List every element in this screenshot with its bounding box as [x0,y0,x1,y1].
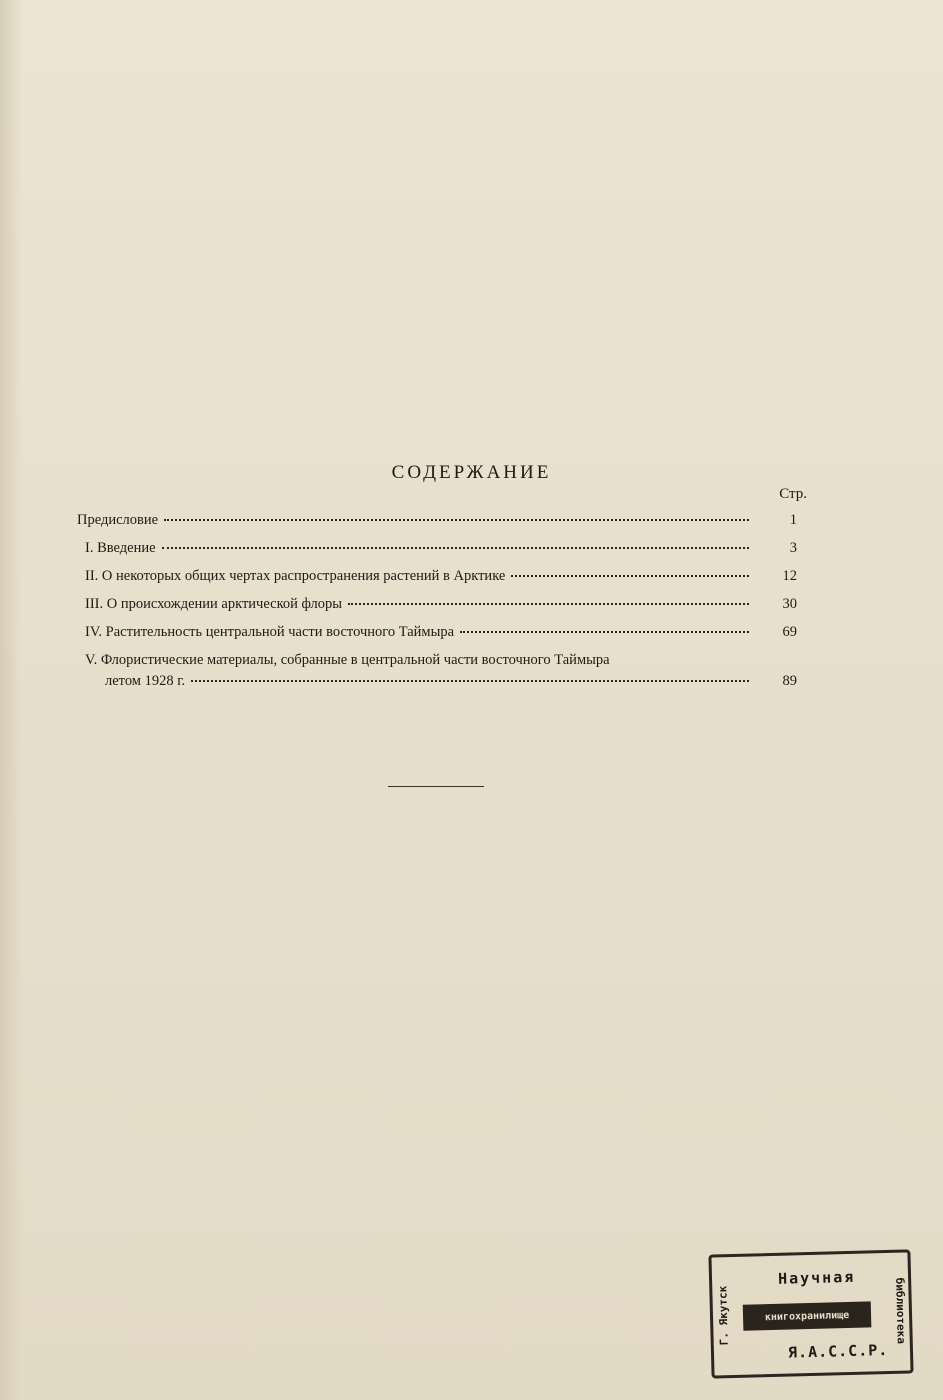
page-column-label: Стр. [779,486,807,502]
toc-entry-label: II. О некоторых общих чертах распространения растений в Арктике [85,568,506,584]
toc-entry-label: V. Флористические материалы, собранные в центральной части восточного Таймыра [85,652,610,668]
toc-entry-introduction[interactable] [77,540,797,568]
toc-entry-label: I. Введение [85,540,156,556]
leader-dots [164,519,749,521]
toc-entry-page: 69 [782,624,797,640]
stamp-right-text: библиотека [893,1277,908,1344]
toc-entry-page: 1 [789,512,797,528]
table-of-contents [77,512,797,690]
stamp-left-text: Г. Якутск [716,1285,731,1346]
toc-entry-page: 30 [782,596,797,612]
toc-entry-preface[interactable] [77,512,797,540]
toc-entry-page: 12 [782,568,797,584]
leader-dots [191,680,749,682]
toc-entry-label: IV. Растительность центральной части восточного Таймыра [85,624,454,640]
library-stamp [708,1249,913,1378]
toc-entry-chapter-4[interactable] [77,624,797,652]
toc-entry-label-continued: летом 1928 г. [105,673,186,689]
leader-dots [460,631,749,633]
toc-entry-chapter-2[interactable] [77,568,797,596]
stamp-band-text: книгохранилище [743,1301,872,1330]
leader-dots [162,547,749,549]
toc-entry-chapter-5[interactable] [77,652,797,690]
leader-dots [348,603,749,605]
divider-rule [388,786,484,787]
page-edge-shadow [0,0,22,1400]
stamp-top-text: Научная [777,1267,856,1288]
toc-entry-page: 3 [789,540,797,556]
leader-dots [511,575,749,577]
toc-entry-page: 89 [782,673,797,689]
stamp-bottom-text: Я.А.С.С.Р. [787,1340,889,1362]
toc-entry-label: III. О происхождении арктической флоры [85,596,343,612]
toc-entry-chapter-3[interactable] [77,596,797,624]
toc-entry-label: Предисловие [77,512,159,528]
contents-heading: СОДЕРЖАНИЕ [391,462,552,483]
